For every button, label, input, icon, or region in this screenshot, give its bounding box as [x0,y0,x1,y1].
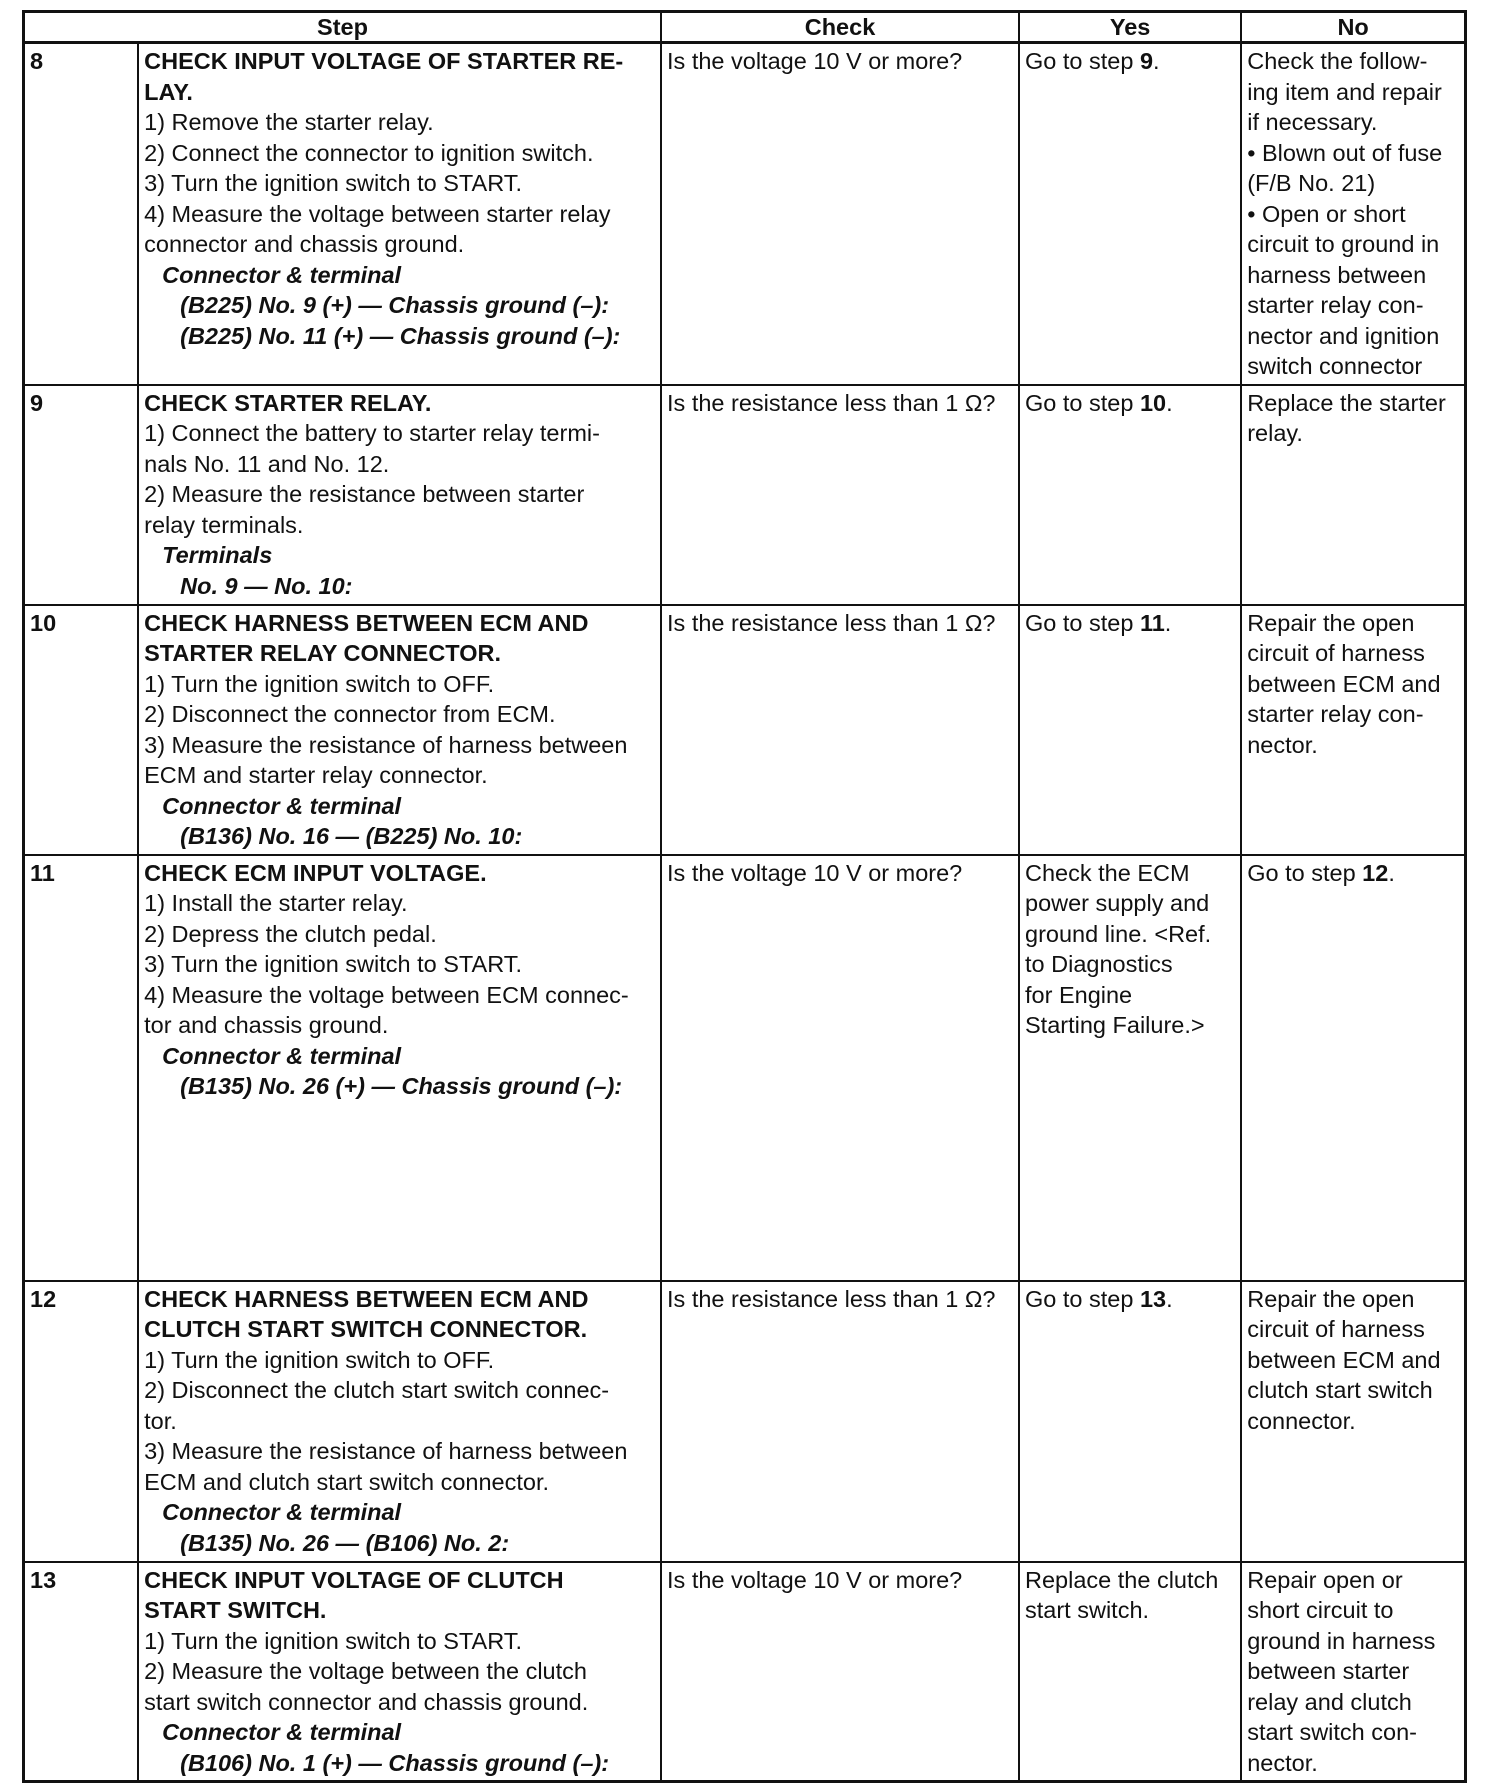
procedure-line: 3) Turn the ignition switch to START. [144,170,523,196]
step-number: 9 [24,385,139,605]
yes-line: for Engine [1025,981,1133,1008]
procedure-line: 1) Turn the ignition switch to OFF. [144,1346,495,1373]
no-line: nector. [1247,731,1318,758]
step-title-line: CHECK ECM INPUT VOLTAGE. [144,859,487,886]
yes-text: Go to step [1025,1285,1140,1312]
step-cell [138,385,661,605]
yes-text: Go to step [1025,48,1140,74]
step-number: 11 [24,855,139,1281]
no-suffix: . [1388,859,1395,886]
no-step-ref: 12 [1362,859,1389,886]
table-row [24,1562,1466,1782]
yes-suffix: . [1166,389,1173,416]
no-line: Repair the open [1247,609,1415,636]
step-cell [138,43,661,385]
procedure-line: 4) Measure the voltage between ECM connec- [144,981,629,1008]
yes-step-ref: 13 [1139,1285,1167,1312]
check-cell: Is the resistance less than 1 Ω? [661,1281,1019,1562]
procedure-line: 3) Turn the ignition switch to START. [144,951,523,977]
yes-text: Go to step [1025,389,1140,416]
procedure-line: ECM and clutch start switch connector. [144,1468,550,1495]
no-line: ground in harness [1247,1627,1436,1654]
yes-suffix: . [1153,48,1160,74]
terminal-spec: No. 9 — No. 10: [180,572,353,599]
yes-line: power supply and [1025,890,1210,916]
no-line: short circuit to [1247,1597,1394,1623]
procedure-line: tor. [144,1407,177,1434]
yes-line: to Diagnostics [1025,951,1173,977]
yes-line: Check the ECM [1025,859,1190,886]
terminal-label: Connector & terminal [162,261,402,288]
yes-line: start switch. [1025,1597,1150,1623]
step-number: 8 [24,43,139,385]
procedure-line: 2) Disconnect the connector from ECM. [144,701,556,727]
no-cell [1241,1562,1465,1782]
no-line: circuit of harness [1247,1316,1425,1342]
no-line: relay and clutch [1247,1688,1412,1715]
header-no: No [1241,12,1465,43]
no-line: Check the follow- [1247,48,1428,74]
no-line: ing item and repair [1247,78,1442,105]
no-line: nector and ignition [1247,322,1440,349]
yes-cell [1019,1281,1241,1562]
step-number: 13 [24,1562,139,1782]
no-line: circuit of harness [1247,640,1425,666]
no-line: starter relay con- [1247,292,1424,318]
table-row [24,855,1466,1281]
procedure-line: nals No. 11 and No. 12. [144,450,390,477]
terminal-spec: (B225) No. 9 (+) — Chassis ground (–): [180,292,610,318]
terminal-label: Connector & terminal [162,1042,402,1069]
step-title-line: CHECK STARTER RELAY. [144,389,432,416]
procedure-line: 1) Install the starter relay. [144,890,408,916]
no-cell [1241,43,1465,385]
yes-cell [1019,605,1241,855]
terminal-label: Terminals [162,542,273,568]
no-line: nector. [1247,1749,1318,1776]
procedure-line: 2) Depress the clutch pedal. [144,920,437,947]
header-row [24,12,1466,43]
no-line: start switch con- [1247,1719,1417,1745]
step-title-line: CHECK HARNESS BETWEEN ECM AND [144,609,589,636]
no-line: starter relay con- [1247,701,1424,727]
no-line: clutch start switch [1247,1377,1433,1403]
step-title-line: CHECK HARNESS BETWEEN ECM AND [144,1285,589,1312]
procedure-line: 1) Turn the ignition switch to START. [144,1627,523,1654]
no-line: Replace the starter [1247,389,1446,416]
procedure-line: 1) Remove the starter relay. [144,109,434,135]
step-title-line: CHECK INPUT VOLTAGE OF STARTER RE- [144,48,624,74]
no-cell [1241,605,1465,855]
procedure-line: 2) Connect the connector to ignition switch. [144,139,594,166]
yes-line: ground line. <Ref. [1025,920,1212,947]
header-check: Check [661,12,1019,43]
no-line: relay. [1247,420,1303,446]
step-title-line: START SWITCH. [144,1597,327,1623]
no-line: Repair open or [1247,1566,1403,1593]
step-title-line: CHECK INPUT VOLTAGE OF CLUTCH [144,1566,564,1593]
no-text: Go to step [1247,859,1363,886]
step-cell [138,855,661,1281]
yes-suffix: . [1164,609,1172,636]
no-line: harness between [1247,261,1427,288]
yes-cell [1019,855,1241,1281]
procedure-line: 2) Measure the resistance between starter [144,481,585,507]
procedure-line: 4) Measure the voltage between starter relay [144,200,611,227]
yes-cell [1019,43,1241,385]
terminal-spec: (B135) No. 26 — (B106) No. 2: [180,1529,510,1556]
check-cell: Is the resistance less than 1 Ω? [661,605,1019,855]
procedure-line: 3) Measure the resistance of harness between [144,1438,628,1464]
yes-step-ref: 9 [1139,48,1154,74]
terminal-spec: (B135) No. 26 (+) — Chassis ground (–): [180,1073,623,1099]
procedure-line: relay terminals. [144,511,304,538]
step-number: 10 [24,605,139,855]
check-cell: Is the voltage 10 V or more? [661,43,1019,385]
step-title-line: CLUTCH START SWITCH CONNECTOR. [144,1316,588,1342]
check-cell: Is the resistance less than 1 Ω? [661,385,1019,605]
check-cell: Is the voltage 10 V or more? [661,855,1019,1281]
no-cell [1241,1281,1465,1562]
procedure-line: 2) Disconnect the clutch start switch connec- [144,1377,610,1403]
no-line: Repair the open [1247,1285,1415,1312]
procedure-line: start switch connector and chassis ground. [144,1688,589,1715]
no-line: between ECM and [1247,1346,1441,1373]
terminal-label: Connector & terminal [162,792,402,819]
procedure-line: 1) Connect the battery to starter relay termi- [144,420,600,446]
yes-text: Go to step [1025,609,1140,636]
no-line: if necessary. [1247,109,1378,135]
diagnostic-table [22,10,1467,1783]
yes-line: Replace the clutch [1025,1566,1219,1593]
step-title-line: STARTER RELAY CONNECTOR. [144,640,502,666]
yes-cell [1019,1562,1241,1782]
no-cell [1241,855,1465,1281]
no-line: between ECM and [1247,670,1441,697]
header-yes: Yes [1019,12,1241,43]
step-number: 12 [24,1281,139,1562]
no-line: switch connector [1247,353,1423,379]
table-row [24,1281,1466,1562]
step-cell [138,1562,661,1782]
no-line: (F/B No. 21) [1247,170,1376,196]
terminal-label: Connector & terminal [162,1719,402,1745]
header-step: Step [24,12,662,43]
yes-cell [1019,385,1241,605]
yes-step-ref: 10 [1139,389,1167,416]
step-cell [138,605,661,855]
no-line: between starter [1247,1658,1410,1684]
table-row [24,605,1466,855]
procedure-line: 3) Measure the resistance of harness between [144,731,628,758]
no-line: • Blown out of fuse [1247,139,1443,166]
terminal-spec: (B225) No. 11 (+) — Chassis ground (–): [180,322,621,349]
yes-suffix: . [1166,1285,1173,1312]
procedure-line: 2) Measure the voltage between the clutch [144,1658,587,1684]
procedure-line: tor and chassis ground. [144,1012,389,1038]
no-cell [1241,385,1465,605]
terminal-spec: (B136) No. 16 — (B225) No. 10: [180,823,523,849]
step-title-line: LAY. [144,78,193,105]
step-cell [138,1281,661,1562]
table-row [24,43,1466,385]
procedure-line: connector and chassis ground. [144,231,465,257]
no-line: connector. [1247,1407,1356,1434]
table-row [24,385,1466,605]
terminal-spec: (B106) No. 1 (+) — Chassis ground (–): [180,1749,610,1776]
no-line: • Open or short [1247,200,1406,227]
yes-line: Starting Failure.> [1025,1012,1205,1038]
yes-step-ref: 11 [1139,609,1165,636]
check-cell: Is the voltage 10 V or more? [661,1562,1019,1782]
procedure-line: 1) Turn the ignition switch to OFF. [144,670,495,697]
terminal-label: Connector & terminal [162,1499,402,1525]
no-line: circuit to ground in [1247,231,1440,257]
procedure-line: ECM and starter relay connector. [144,762,488,788]
